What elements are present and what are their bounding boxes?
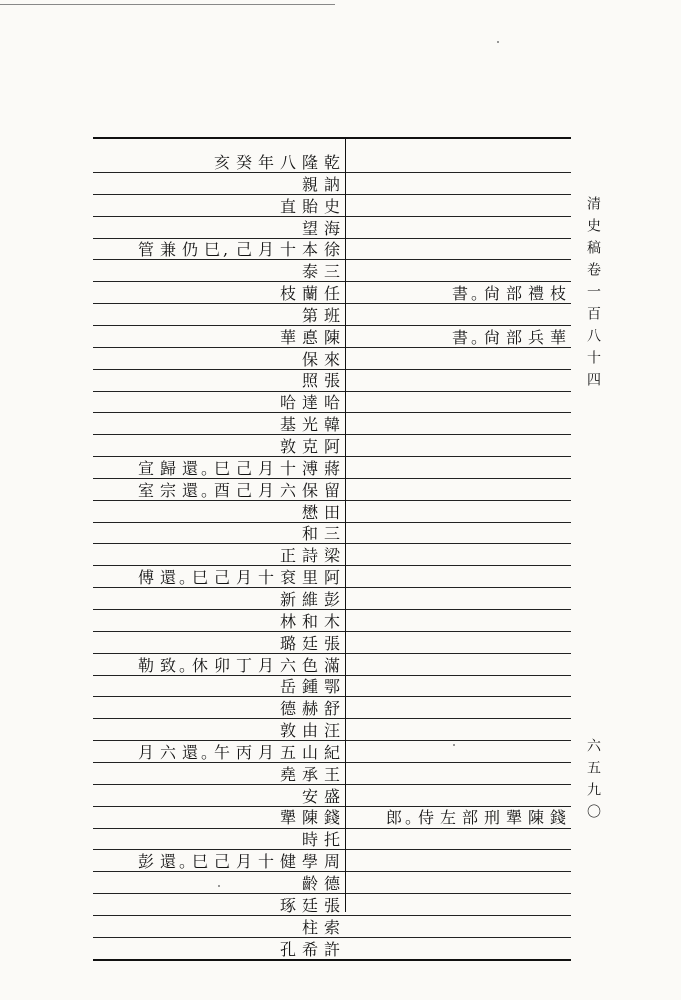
note-cell xyxy=(349,458,569,477)
column-divider xyxy=(345,137,346,912)
note-cell xyxy=(349,218,569,237)
row-rule xyxy=(93,456,571,457)
note-cell xyxy=(349,567,569,586)
row-rule xyxy=(93,434,571,435)
note-cell xyxy=(349,917,569,936)
row-rule xyxy=(93,565,571,566)
appointment-cell: 室 宗 還 。 酉 己 月 六 保 留 xyxy=(137,480,340,500)
appointment-cell: 第 班 xyxy=(301,305,340,325)
book-title: 清史稿卷一百八十四 xyxy=(585,196,601,394)
row-rule xyxy=(93,653,571,654)
appointment-cell: 時 托 xyxy=(301,830,340,850)
row-rule xyxy=(93,762,571,763)
note-cell xyxy=(349,589,569,608)
note-cell xyxy=(349,414,569,433)
appointment-cell: 安 盛 xyxy=(301,786,340,806)
row-rule xyxy=(93,303,571,304)
row-rule xyxy=(93,915,571,916)
top-edge-line xyxy=(0,4,335,5)
appointment-cell: 堯 承 王 xyxy=(279,764,340,784)
appointment-cell: 懋 田 xyxy=(301,502,340,522)
row-rule xyxy=(93,696,571,697)
page-number: 六五九〇 xyxy=(585,738,601,826)
appointment-cell: 管 兼 仍 巳 , 己 月 十 本 徐 xyxy=(137,240,340,260)
row-rule xyxy=(93,740,571,741)
note-cell: 郎 。 侍 左 部 刑 犟 陳 錢 xyxy=(385,808,566,828)
row-rule xyxy=(93,806,571,807)
note-cell xyxy=(349,305,569,324)
note-cell xyxy=(349,720,569,739)
row-rule xyxy=(93,959,571,961)
note-cell xyxy=(349,677,569,696)
row-rule xyxy=(93,325,571,326)
note-cell xyxy=(349,545,569,564)
note-cell xyxy=(349,895,569,914)
appointment-cell: 正 詩 梁 xyxy=(279,546,340,566)
row-rule xyxy=(93,543,571,544)
note-cell xyxy=(349,786,569,805)
note-cell xyxy=(349,851,569,870)
note-cell: 書 。 尙 部 禮 枝 xyxy=(451,284,566,304)
note-cell xyxy=(349,480,569,499)
appointment-cell: 月 六 還 。 午 丙 月 五 山 紀 xyxy=(137,742,340,762)
row-rule xyxy=(93,478,571,479)
appointment-cell: 枝 蘭 任 xyxy=(279,284,340,304)
row-rule xyxy=(93,194,571,195)
print-speck xyxy=(497,41,499,43)
row-rule xyxy=(93,937,571,938)
appointment-cell: 宣 歸 還 。 巳 己 月 十 溥 蔣 xyxy=(137,458,340,478)
row-rule xyxy=(93,281,571,282)
note-cell xyxy=(349,742,569,761)
appointment-cell: 望 海 xyxy=(301,218,340,238)
appointment-cell: 直 貽 史 xyxy=(279,196,340,216)
appointment-cell: 孔 希 許 xyxy=(279,939,340,959)
row-rule xyxy=(93,849,571,850)
row-rule xyxy=(93,609,571,610)
row-rule xyxy=(93,871,571,872)
row-rule xyxy=(93,587,571,588)
note-cell xyxy=(349,873,569,892)
row-rule xyxy=(93,784,571,785)
row-rule xyxy=(93,347,571,348)
note-cell xyxy=(349,764,569,783)
appointment-cell: 敦 由 汪 xyxy=(279,721,340,741)
note-cell xyxy=(349,698,569,717)
appointment-cell: 傅 還 。 巳 己 月 十 袞 里 阿 xyxy=(137,568,340,588)
appointment-cell: 柱 索 xyxy=(301,917,340,937)
appointment-cell: 照 張 xyxy=(301,371,340,391)
appointment-cell: 勒 致 。 休 卯 丁 月 六 色 滿 xyxy=(137,655,340,675)
note-cell xyxy=(349,174,569,193)
note-cell xyxy=(349,611,569,630)
appointment-cell: 彭 還 。 巳 己 月 十 健 學 周 xyxy=(137,852,340,872)
note-cell xyxy=(349,502,569,521)
appointment-cell: 林 和 木 xyxy=(279,611,340,631)
appointment-cell: 亥 癸 年 八 隆 乾 xyxy=(213,153,340,172)
appointment-cell: 華 悳 陳 xyxy=(279,327,340,347)
appointment-cell: 泰 三 xyxy=(301,262,340,282)
row-rule xyxy=(93,369,571,370)
appointment-cell: 犟 陳 錢 xyxy=(279,808,340,828)
row-rule xyxy=(93,522,571,523)
appointment-cell: 琢 廷 張 xyxy=(279,895,340,915)
note-cell xyxy=(349,393,569,412)
appointment-cell: 德 赫 舒 xyxy=(279,699,340,719)
appointment-cell: 敦 克 阿 xyxy=(279,437,340,457)
row-rule xyxy=(93,828,571,829)
row-rule xyxy=(93,412,571,413)
row-rule xyxy=(93,391,571,392)
appointment-cell: 璐 廷 張 xyxy=(279,633,340,653)
note-cell xyxy=(349,436,569,455)
row-rule xyxy=(93,500,571,501)
note-cell xyxy=(349,371,569,390)
appointment-cell: 岳 鍾 鄂 xyxy=(279,677,340,697)
note-cell xyxy=(349,633,569,652)
row-rule xyxy=(93,675,571,676)
appointment-cell: 和 三 xyxy=(301,524,340,544)
note-cell xyxy=(349,240,569,259)
appointment-cell: 哈 達 哈 xyxy=(279,393,340,413)
row-rule xyxy=(93,718,571,719)
note-cell: 書 。 尙 部 兵 華 xyxy=(451,327,566,347)
appointment-cell: 親 訥 xyxy=(301,174,340,194)
appointment-cell: 新 維 彭 xyxy=(279,589,340,609)
note-cell xyxy=(349,139,569,171)
appointment-cell: 保 來 xyxy=(301,349,340,369)
note-cell xyxy=(349,939,569,958)
note-cell xyxy=(349,196,569,215)
row-rule xyxy=(93,216,571,217)
appointment-cell: 基 光 韓 xyxy=(279,415,340,435)
note-cell xyxy=(349,524,569,543)
note-cell xyxy=(349,655,569,674)
row-rule xyxy=(93,631,571,632)
row-rule xyxy=(93,238,571,239)
row-rule xyxy=(93,172,571,173)
note-cell xyxy=(349,349,569,368)
row-rule xyxy=(93,893,571,894)
note-cell xyxy=(349,261,569,280)
appointment-cell: 齡 德 xyxy=(301,874,340,894)
row-rule xyxy=(93,259,571,260)
note-cell xyxy=(349,830,569,849)
